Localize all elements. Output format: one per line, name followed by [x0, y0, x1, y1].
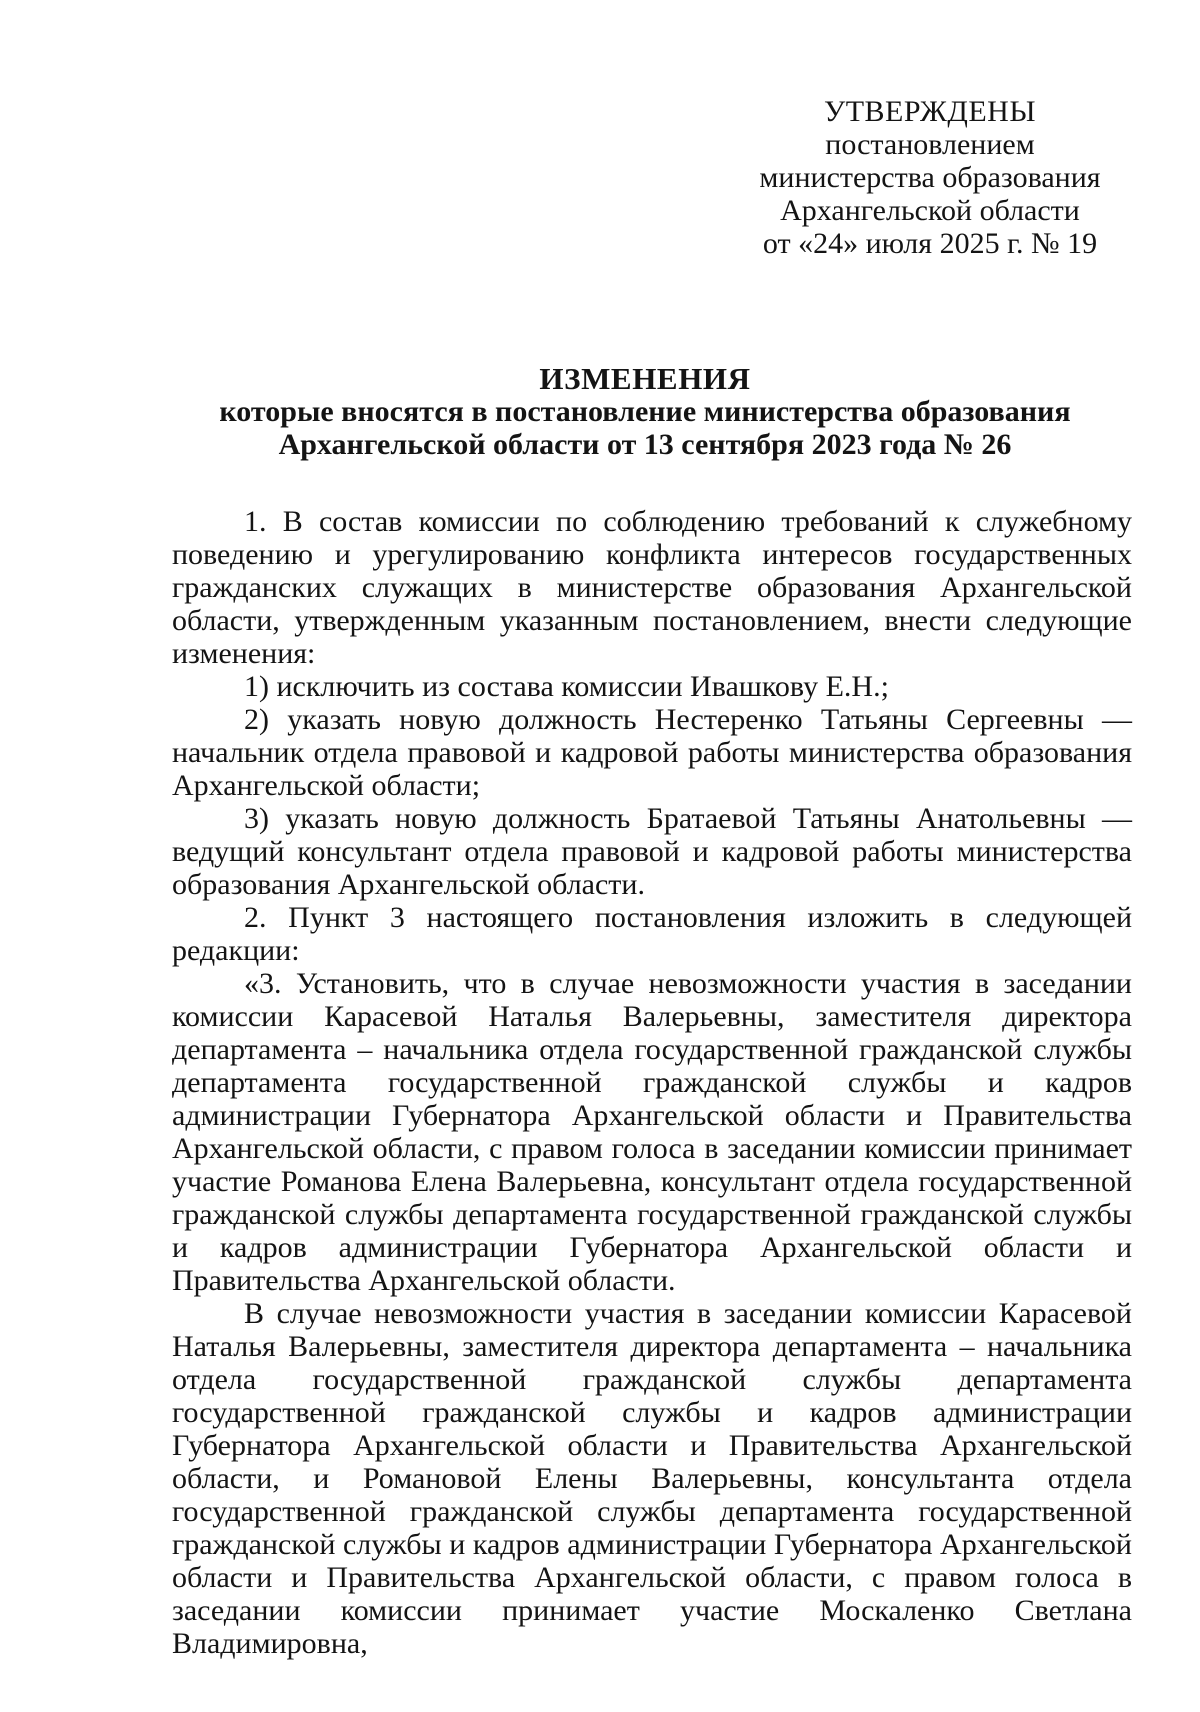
- paragraph-subitem-1: 1) исключить из состава комиссии Ивашкову Е.Н.;: [244, 670, 889, 703]
- paragraph-subitem-3: 3) указать новую должность Братаевой Татьяны Анатольевны — ведущий консультант отдела правовой и кадровой работы министерства образования Архангельской области.: [172, 802, 1132, 901]
- approval-line: министерства образования: [759, 161, 1101, 194]
- approval-block: [740, 95, 1120, 260]
- paragraph-quoted-clause: «3. Установить, что в случае невозможности участия в заседании комиссии Карасевой Наталья Валерьевны, заместителя директора департамента – начальника отдела государственной гражданской службы департамента государственной гражданской службы и кадров администрации Губернатора Архангельской области и Правительства Архангельской области, с правом голоса в заседании комиссии принимает участие Романова Елена Валерьевна, консультант отдела государственной гражданской службы департамента государственной гражданской службы и кадров администрации Губернатора Архангельской области и Правительства Архангельской области.: [172, 967, 1132, 1297]
- document-body: [172, 505, 1132, 1660]
- approval-line: постановлением: [825, 128, 1035, 161]
- approval-title: УТВЕРЖДЕНЫ: [823, 95, 1037, 128]
- paragraph-continuation: В случае невозможности участия в заседании комиссии Карасевой Наталья Валерьевны, заместителя директора департамента – начальника отдела государственной гражданской службы департамента государственной гражданской службы и кадров администрации Губернатора Архангельской области и Правительства Архангельской области, и Романовой Елены Валерьевны, консультанта отдела государственной гражданской службы департамента государственной гражданской службы и кадров администрации Губернатора Архангельской области и Правительства Архангельской области, с правом голоса в заседании комиссии принимает участие Москаленко Светлана Владимировна,: [172, 1297, 1132, 1660]
- paragraph-item-1: 1. В состав комиссии по соблюдению требований к служебному поведению и урегулированию конфликта интересов государственных гражданских служащих в министерстве образования Архангельской области, утвержденным указанным постановлением, внести следующие изменения:: [172, 505, 1132, 670]
- approval-line: Архангельской области: [780, 194, 1080, 227]
- document-subtitle: Архангельской области от 13 сентября 2023 года № 26: [278, 428, 1012, 461]
- document-title: ИЗМЕНЕНИЯ: [539, 361, 751, 396]
- paragraph-subitem-2: 2) указать новую должность Нестеренко Татьяны Сергеевны — начальник отдела правовой и кадровой работы министерства образования Архангельской области;: [172, 703, 1132, 802]
- approval-date: от «24» июля 2025 г. № 19: [762, 227, 1098, 260]
- paragraph-item-2: 2. Пункт 3 настоящего постановления изложить в следующей редакции:: [172, 901, 1132, 967]
- document-subtitle: которые вносятся в постановление министерства образования: [219, 395, 1071, 428]
- document-heading: [160, 362, 1130, 461]
